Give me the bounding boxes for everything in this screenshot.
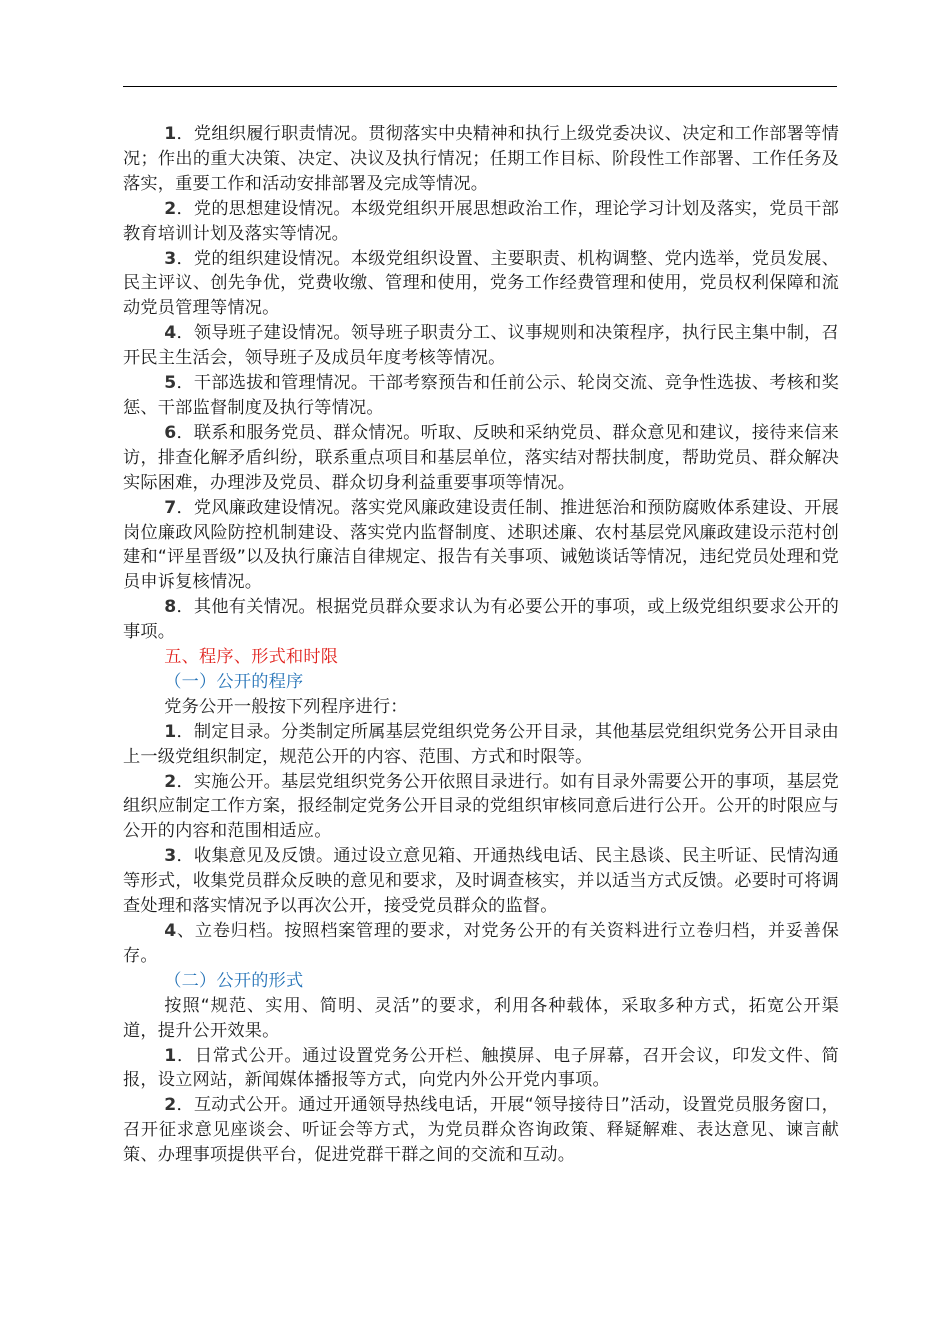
list-item-paragraph: [123, 720, 839, 770]
item-text: ．党的组织建设情况。本级党组织设置、主要职责、机构调整、党内选举，党员发展、民主评议、创先争优，党费收缴、管理和使用，党务工作经费管理和使用，党员权利保障和流动党员管理等情况。: [123, 248, 839, 319]
item-number: 1: [164, 721, 177, 742]
item-number: 3: [164, 846, 177, 867]
list-item-paragraph: [123, 321, 839, 371]
subsection-heading: （一）公开的程序: [164, 671, 304, 692]
list-item-paragraph: [123, 844, 839, 919]
item-text: ．党组织履行职责情况。贯彻落实中央精神和执行上级党委决议、决定和工作部署等情况；作出的重大决策、决定、决议及执行情况；任期工作目标、阶段性工作部署、工作任务及落实，重要工作和活动安排部署及完成等情况。: [123, 124, 839, 194]
item-number: 4: [164, 921, 177, 941]
item-number: 8: [164, 597, 177, 618]
document-body: [123, 122, 839, 1168]
item-text: ．收集意见及反馈。通过设立意见箱、开通热线电话、民主恳谈、民主听证、民情沟通等形式，收集党员群众反映的意见和要求，及时调查核实，并以适当方式反馈。必要时可将调查处理和落实情况予以再次公开，接受党员群众的监督。: [123, 846, 839, 917]
item-text: ．日常式公开。通过设置党务公开栏、触摸屏、电子屏幕，召开会议，印发文件、简报，设立网站，新闻媒体播报等方式，向党内外公开党内事项。: [123, 1045, 839, 1091]
list-item-paragraph: [123, 919, 839, 969]
item-number: 6: [164, 422, 177, 443]
item-text: ．制定目录。分类制定所属基层党组织党务公开目录，其他基层党组织党务公开目录由上一级党组织制定，规范公开的内容、范围、方式和时限等。: [123, 721, 839, 767]
body-paragraph: 按照“规范、实用、简明、灵活”的要求，利用各种载体，采取多种方式，拓宽公开渠道，提升公开效果。: [123, 995, 839, 1041]
list-item-paragraph: [123, 1044, 839, 1094]
item-number: 1: [164, 1045, 177, 1066]
item-text: ．实施公开。基层党组织党务公开依照目录进行。如有目录外需要公开的事项，基层党组织应制定工作方案，报经制定党务公开目录的党组织审核同意后进行公开。公开的时限应与公开的内容和范围相适应。: [123, 771, 839, 842]
list-item-paragraph: [123, 1093, 839, 1168]
item-text: 、立卷归档。按照档案管理的要求，对党务公开的有关资料进行立卷归档，并妥善保存。: [123, 921, 839, 966]
item-text: ．党的思想建设情况。本级党组织开展思想政治工作，理论学习计划及落实，党员干部教育培训计划及落实等情况。: [123, 198, 839, 244]
list-item-paragraph: [123, 595, 839, 645]
item-text: ．领导班子建设情况。领导班子职责分工、议事规则和决策程序，执行民主集中制，召开民主生活会，领导班子及成员年度考核等情况。: [123, 323, 839, 369]
list-item-paragraph: [123, 421, 839, 496]
item-text: ．其他有关情况。根据党员群众要求认为有必要公开的事项，或上级党组织要求公开的事项。: [123, 597, 839, 643]
item-number: 7: [164, 497, 177, 518]
item-number: 3: [164, 248, 177, 269]
item-number: 1: [164, 124, 177, 144]
list-item-paragraph: [123, 122, 839, 197]
body-paragraph: 党务公开一般按下列程序进行：: [164, 696, 408, 717]
header-rule: [123, 86, 837, 87]
item-number: 5: [164, 373, 177, 394]
list-item-paragraph: [123, 247, 839, 322]
section-heading: 五、程序、形式和时限: [164, 647, 339, 668]
item-number: 2: [164, 198, 177, 219]
list-item-paragraph: [123, 197, 839, 247]
item-text: ．干部选拔和管理情况。干部考察预告和任前公示、轮岗交流、竞争性选拔、考核和奖惩、干部监督制度及执行等情况。: [123, 373, 839, 418]
item-text: ．党风廉政建设情况。落实党风廉政建设责任制、推进惩治和预防腐败体系建设、开展岗位廉政风险防控机制建设、落实党内监督制度、述职述廉、农村基层党风廉政建设示范村创建和“评星晋级”以及执行廉洁自律规定、报告有关事项、诫勉谈话等情况，违纪党员处理和党员申诉复核情况。: [123, 497, 839, 593]
item-text: ．联系和服务党员、群众情况。听取、反映和采纳党员、群众意见和建议，接待来信来访，排查化解矛盾纠纷，联系重点项目和基层单位，落实结对帮扶制度，帮助党员、群众解决实际困难，办理涉及党员、群众切身利益重要事项等情况。: [123, 422, 839, 493]
item-number: 2: [164, 1095, 177, 1116]
item-text: ．互动式公开。通过开通领导热线电话，开展“领导接待日”活动，设置党员服务窗口，召开征求意见座谈会、听证会等方式，为党员群众咨询政策、释疑解难、表达意见、谏言献策、办理事项提供平台，促进党群干群之间的交流和互动。: [123, 1095, 839, 1166]
item-number: 4: [164, 323, 177, 344]
subsection-heading: （二）公开的形式: [164, 970, 304, 991]
list-item-paragraph: [123, 496, 839, 596]
list-item-paragraph: [123, 770, 839, 845]
list-item-paragraph: [123, 371, 839, 421]
item-number: 2: [164, 771, 177, 792]
